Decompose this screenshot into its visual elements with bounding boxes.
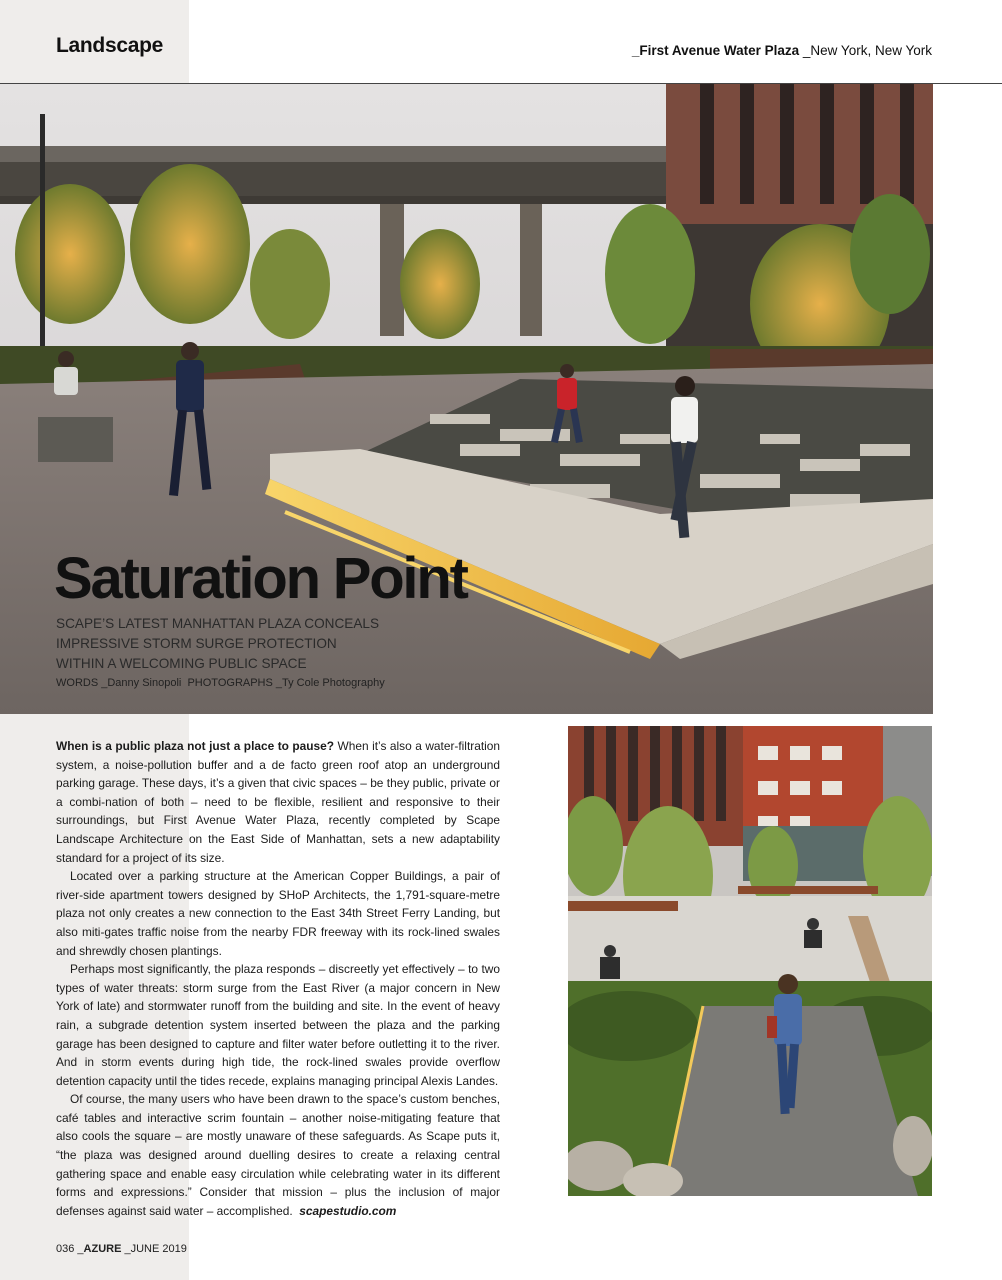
secondary-photo: [568, 726, 932, 1196]
photographer-name: Ty Cole Photography: [282, 677, 385, 689]
page-footer: [56, 1243, 187, 1255]
article-deck: SCAPE’S LATEST MANHATTAN PLAZA CONCEALS IMPRESSIVE STORM SURGE PROTECTION WITHIN A WELCOMING PUBLIC SPACE: [56, 616, 380, 671]
issue-date: _JUNE 2019: [121, 1243, 187, 1255]
paragraph-1: [56, 737, 500, 867]
section-label: Landscape: [56, 34, 164, 57]
magazine-name: AZURE: [83, 1243, 122, 1255]
paragraph-2: Located over a parking structure at the American Copper Buildings, a pair of river-side apartment towers designed by SHoP Architects, the 1,791-square-metre plaza not only creates a new connection to the East 34th Street Ferry Landing, but also miti-gates traffic noise from the nearby FDR freeway with its rock-lined swales and shrewdly chosen plantings.: [56, 869, 500, 958]
article-body: [56, 737, 500, 1220]
project-header: [632, 43, 932, 58]
location-prefix: _: [799, 43, 811, 58]
project-location: New York, New York: [810, 43, 932, 58]
project-name: First Avenue Water Plaza: [639, 43, 800, 58]
paragraph-3: Perhaps most significantly, the plaza responds – discreetly yet effectively – to two types of water threats: storm surge from the East River (a major concern in New York of late) and stormwater runoff from the building and site. In the event of heavy rain, a subgrade detention system inserted between the plaza and the parking garage has been designed to capture and filter water before outletting it to the river. And in storm events during high tide, the rock-lined swales provide overflow detention capacity until the tides recede, explains managing principal Alexis Landes.: [56, 962, 500, 1088]
lead-question: When is a public plaza not just a place to pause?: [56, 739, 335, 753]
article-title: Saturation Point: [54, 546, 467, 611]
project-prefix: _: [631, 43, 640, 58]
words-label: WORDS _: [56, 677, 108, 689]
paragraph-4: [56, 1090, 500, 1220]
credits: [56, 677, 385, 689]
website-link[interactable]: scapestudio.com: [299, 1203, 397, 1218]
page-number: 036 _: [56, 1243, 84, 1255]
paragraph-4-text: Of course, the many users who have been drawn to the space’s custom benches, café tables and interactive scrim fountain – another noise-mitigating feature that also cools the square – are mostly unaware of these safeguards. As Scape puts it, “the plaza was designed around duelling desires to create a relaxing central gathering space and enable easy circulation while celebrating water in its different forms and expressions.” Consider that mission – plus the inclusion of major defenses against said water – accomplished.: [56, 1092, 500, 1218]
author-name: Danny Sinopoli: [107, 677, 182, 689]
hero-photo: [0, 84, 933, 714]
walkway-illustration: [568, 726, 932, 1196]
paragraph-1-text: When it’s also a water-filtration system, a noise-pollution buffer and a de facto green roof atop an underground parking garage. These days, it’s a given that civic spaces – be they public, private or a combi-nation of both – need to be flexible, resilient and responsive to their surroundings, but First Avenue Water Plaza, recently completed by Scape Landscape Architecture on the East Side of Manhattan, sets a new adaptability standard for a project of its size.: [56, 739, 500, 865]
photos-label: PHOTOGRAPHS _: [187, 677, 283, 689]
